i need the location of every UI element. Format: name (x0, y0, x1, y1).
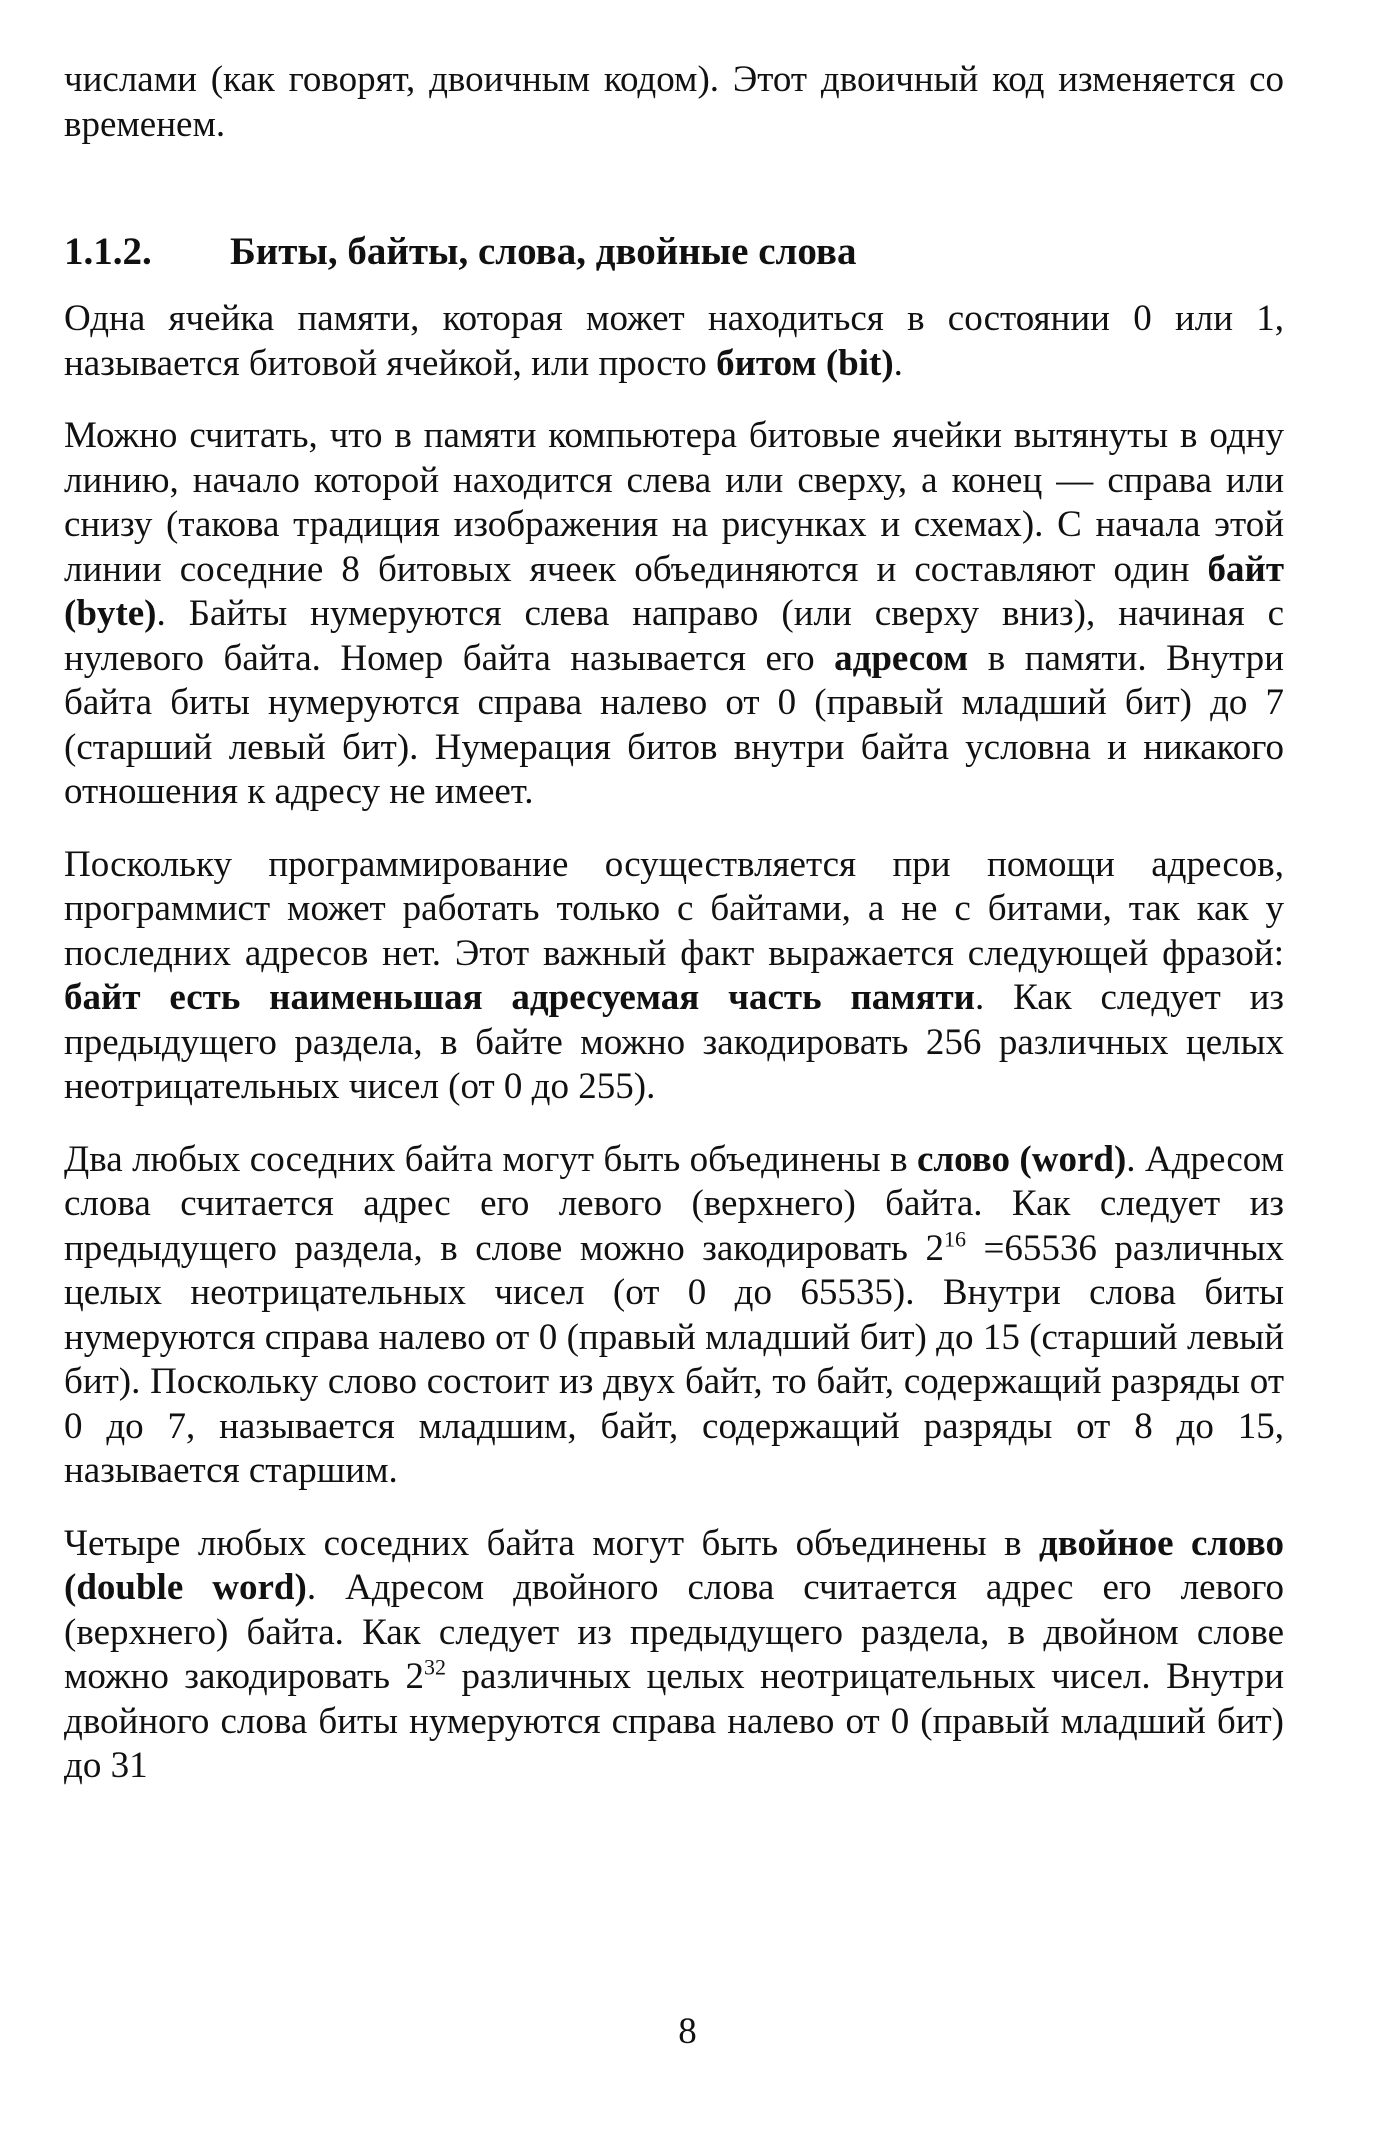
paragraph-bit (64, 297, 1284, 386)
term-word: слово (word) (917, 1138, 1127, 1180)
paragraph-double-word (64, 1522, 1284, 1789)
paragraph-text: . Как следует из предыдущего раздела, в байте можно закодировать 256 различных целых неотрицательных чисел (от 0 до 255). (64, 977, 1284, 1107)
exponent: 16 (943, 1226, 966, 1252)
opening-paragraph: числами (как говорят, двоичным кодом). Этот двоичный код изменяется со временем. (64, 59, 1284, 145)
section-number: 1.1.2. (64, 230, 152, 273)
paragraph-text: Одна ячейка памяти, которая может находиться в состоянии 0 или 1, называется битовой ячейкой, или просто (64, 298, 1284, 384)
paragraph-text: Поскольку программирование осуществляется при помощи адресов, программист может работать только с байтами, а не с битами, так как у последних адресов нет. Этот важный факт выражается следующей фразой: (64, 843, 1284, 974)
paragraph-word (64, 1138, 1284, 1494)
paragraph-text: Два любых соседних байта могут быть объединены в (64, 1138, 917, 1180)
paragraph-text: различных целых неотрицательных чисел. Внутри двойного слова биты нумеруются справа налево от 0 (правый младший бит) до 31 (64, 1656, 1284, 1786)
term-smallest-addressable: байт есть наименьшая адресуемая часть памяти (64, 977, 975, 1018)
paragraph-text: . Адресом слова считается адрес его левого (верхнего) байта. Как следует из предыдущего раздела, в слове можно закодировать 2 (64, 1138, 1284, 1269)
paragraph-text: Четыре любых соседних байта могут быть объединены в (64, 1522, 1040, 1564)
term-address: адресом (834, 637, 969, 679)
paragraph-text: . Адресом двойного слова считается адрес его левого (верхнего) байта. Как следует из предыдущего раздела, в двойном слове можно закодировать 2 (64, 1567, 1284, 1697)
paragraph-text: . Байты нумеруются слева направо (или сверху вниз), начиная с нулевого байта. Номер байта называется его (64, 593, 1284, 679)
exponent: 32 (424, 1654, 447, 1680)
term-double-word: двойное слово (double word) (64, 1522, 1284, 1608)
term-bit: битом (bit) (716, 342, 894, 384)
section-title: Биты, байты, слова, двойные слова (230, 230, 857, 273)
paragraph-text: Можно считать, что в памяти компьютера битовые ячейки вытянуты в одну линию, начало которой находится слева или сверху, а конец — справа или снизу (такова традиция изображения на рисунках и схемах). С начала этой линии соседние 8 битовых ячеек объединяются и составляют один (64, 415, 1284, 590)
page-number: 8 (678, 2011, 697, 2052)
book-page (64, 58, 1284, 1789)
section-heading (64, 229, 1284, 275)
paragraph-text: . (893, 342, 903, 384)
paragraph-text: в памяти. Внутри байта биты нумеруются справа налево от 0 (правый младший бит) до 7 (старший левый бит). Нумерация битов внутри байта условна и никакого отношения к адресу не имеет. (64, 637, 1284, 812)
term-byte: байт (byte) (64, 548, 1284, 634)
paragraph-text: =65536 различных целых неотрицательных чисел (от 0 до 65535). Внутри слова биты нумеруются справа налево от 0 (правый младший бит) до 15 (старший левый бит). Поскольку слово состоит из двух байт, то байт, содержащий разряды от 0 до 7, называется младшим, байт, содержащий разряды от 8 до 15, называется старшим. (64, 1227, 1284, 1491)
paragraph-byte (64, 414, 1284, 815)
paragraph-addressing (64, 843, 1284, 1110)
